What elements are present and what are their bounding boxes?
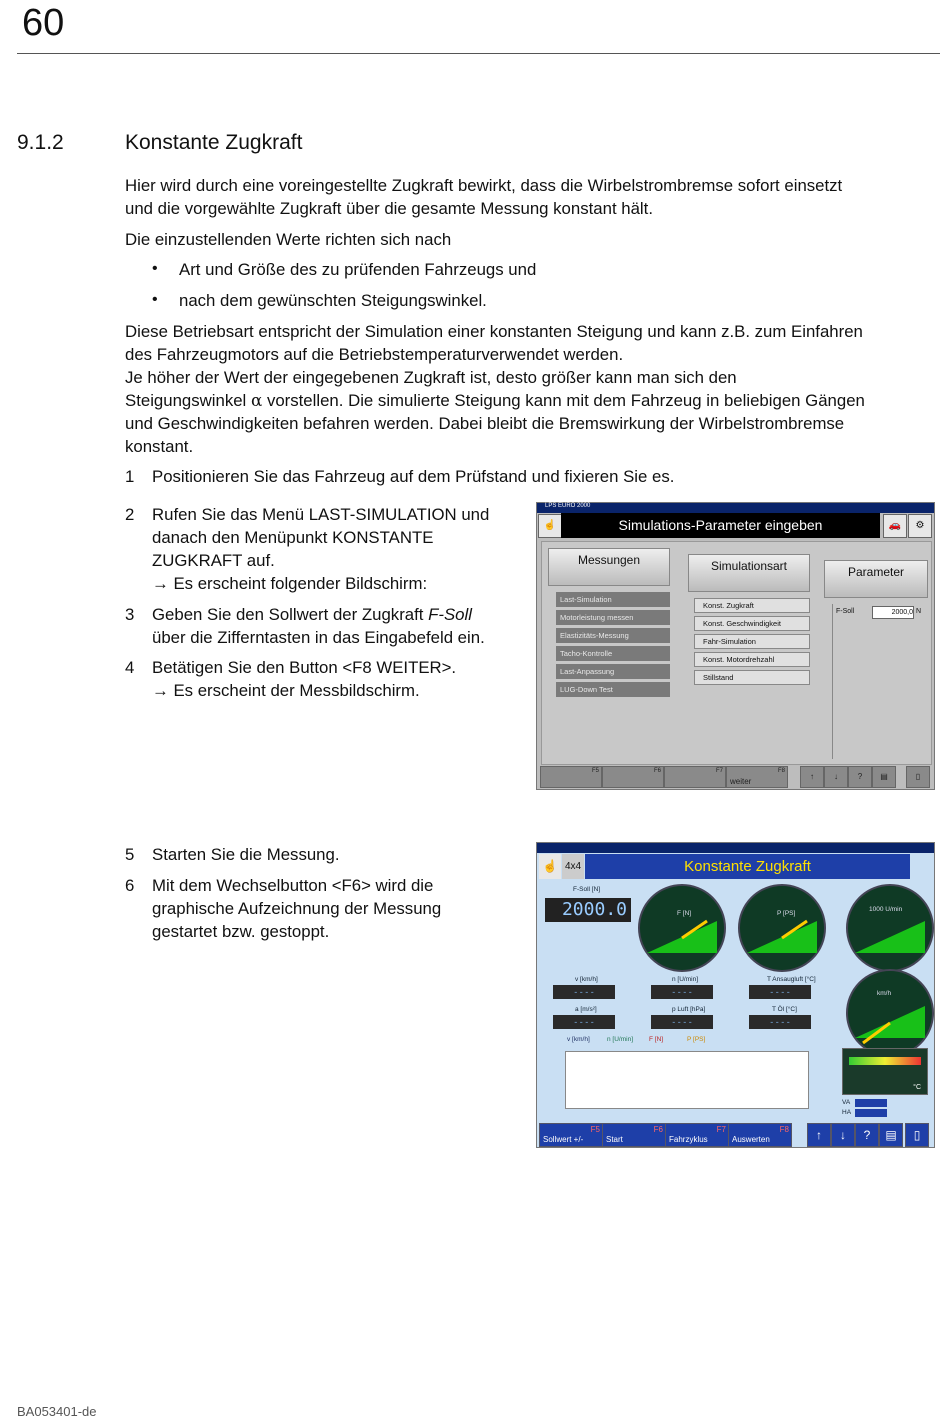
para2-line-2: des Fahrzeugmotors auf die Betriebstemperaturverwendet werden. [125, 345, 624, 364]
step-number: 6 [125, 876, 135, 895]
step-text: über die Zifferntasten in das Eingabefeld ein. [152, 628, 485, 647]
menu-item[interactable]: Motorleistung messen [556, 610, 670, 625]
menu-item[interactable]: LUG-Down Test [556, 682, 670, 697]
screenshot-measurement-screen [536, 842, 935, 1148]
step-text: Positionieren Sie das Fahrzeug auf dem Prüfstand und fixieren Sie es. [152, 467, 675, 486]
fsoll-label: F-Soll [N] [573, 886, 601, 893]
fsoll-display: 2000.0 [545, 898, 631, 922]
temperature-display: °C [842, 1048, 928, 1095]
step-text: Rufen Sie das Menü LAST-SIMULATION und [152, 505, 490, 524]
legend-item: n [U/min] [607, 1036, 634, 1043]
section-number: 9.1.2 [17, 131, 64, 154]
main-panel [541, 541, 932, 765]
va-label: VA [842, 1099, 851, 1106]
ha-label: HA [842, 1109, 852, 1116]
menu-item[interactable]: Tacho-Kontrolle [556, 646, 670, 661]
gauge-label: F [N] [677, 910, 692, 917]
window-titlebar: LPS EURO 2000 [537, 503, 934, 513]
step-text: ZUGKRAFT auf. [152, 551, 275, 570]
step-number: 5 [125, 845, 135, 864]
simulation-item[interactable]: Konst. Zugkraft [694, 598, 810, 613]
para2-line-6: konstant. [125, 437, 194, 456]
mode-badge: 4x4 [562, 854, 584, 879]
speed-gauge [847, 970, 933, 1056]
value-display: - - - - [553, 1015, 615, 1029]
menu-item[interactable]: Last-Simulation [556, 592, 670, 607]
step-text: Geben Sie den Sollwert der Zugkraft F-Soll [152, 605, 472, 624]
print-icon[interactable]: ▤ [879, 1123, 903, 1147]
gauge-label: 1000 U/min [869, 906, 903, 913]
tab-parameter[interactable]: Parameter [824, 560, 928, 598]
section-title: Konstante Zugkraft [125, 131, 303, 154]
start-button[interactable]: Start F6 [602, 1123, 666, 1147]
value-label: p Luft [hPa] [672, 1006, 706, 1013]
divider [832, 604, 833, 759]
rpm-gauge [847, 885, 933, 971]
simulation-item[interactable]: Konst. Motordrehzahl [694, 652, 810, 667]
value-display: - - - - [749, 1015, 811, 1029]
step-number: 1 [125, 467, 135, 486]
values-intro: Die einzustellenden Werte richten sich nach [125, 230, 452, 249]
step-number: 2 [125, 505, 135, 524]
step-text: Starten Sie die Messung. [152, 845, 340, 864]
simulation-item[interactable]: Stillstand [694, 670, 810, 685]
step-text: Mit dem Wechselbutton <F6> wird die [152, 876, 434, 895]
legend-item: F [N] [649, 1036, 664, 1043]
para2-line-5: und Geschwindigkeiten befahren werden. Dabei bleibt die Bremswirkung der Wirbelstrombremse [125, 414, 845, 433]
menu-item[interactable]: Elastizitäts-Messung [556, 628, 670, 643]
param-input[interactable]: 2000,0 [872, 606, 914, 619]
document-code: BA053401-de [17, 1404, 97, 1419]
value-display: - - - - [651, 1015, 713, 1029]
step-text: danach den Menüpunkt KONSTANTE [152, 528, 434, 547]
gauge-label: P [PS] [777, 910, 796, 917]
help-icon[interactable]: ? [855, 1123, 879, 1147]
step-result: → Es erscheint folgender Bildschirm: [152, 574, 428, 593]
value-label: v [km/h] [575, 976, 598, 983]
value-label: a [m/s²] [575, 1006, 597, 1013]
bullet-text-2: nach dem gewünschten Steigungswinkel. [179, 291, 487, 310]
ha-bar [855, 1109, 887, 1117]
step-text: Betätigen Sie den Button <F8 WEITER>. [152, 658, 457, 677]
value-label: T Öl [°C] [772, 1006, 797, 1013]
fkey-f6[interactable]: F6 [602, 766, 664, 788]
hand-icon: ☝ [539, 854, 561, 879]
para2-line-1: Diese Betriebsart entspricht der Simulation einer konstanten Steigung und kann z.B. zum Einfahren [125, 322, 863, 341]
legend-item: P [PS] [687, 1036, 706, 1043]
arrow-down-icon[interactable]: ↓ [824, 766, 848, 788]
graph-area [565, 1051, 809, 1109]
simulation-item[interactable]: Konst. Geschwindigkeit [694, 616, 810, 631]
step-result: → Es erscheint der Messbildschirm. [152, 681, 420, 700]
step-text: gestartet bzw. gestoppt. [152, 922, 330, 941]
tab-messungen[interactable]: Messungen [548, 548, 670, 586]
power-gauge [739, 885, 825, 971]
screen-header: Simulations-Parameter eingeben [561, 513, 880, 538]
hand-icon: ☝ [538, 514, 562, 538]
value-display: - - - - [553, 985, 615, 999]
legend-item: v [km/h] [567, 1036, 590, 1043]
tab-simulationsart[interactable]: Simulationsart [688, 554, 810, 592]
bullet-text-1: Art und Größe des zu prüfenden Fahrzeugs und [179, 260, 537, 279]
param-label: F-Soll [836, 608, 855, 615]
intro-line-1: Hier wird durch eine voreingestellte Zugkraft bewirkt, dass die Wirbelstrombremse sofort einsetzt [125, 176, 843, 195]
exit-icon[interactable]: ▯ [905, 1123, 929, 1147]
car-icon[interactable]: 🚗 [883, 514, 907, 538]
help-icon[interactable]: ? [848, 766, 872, 788]
weiter-button[interactable]: weiter F8 [726, 766, 788, 788]
value-display: - - - - [749, 985, 811, 999]
intro-line-2: und die vorgewählte Zugkraft über die gesamte Messung konstant hält. [125, 199, 653, 218]
sollwert-button[interactable]: Sollwert +/- F5 [539, 1123, 603, 1147]
fahrzyklus-button[interactable]: Fahrzyklus F7 [665, 1123, 729, 1147]
auswerten-button[interactable]: Auswerten F8 [728, 1123, 792, 1147]
fkey-f7[interactable]: F7 [664, 766, 726, 788]
wheel-icon[interactable]: ⚙ [908, 514, 932, 538]
para2-line-4: Steigungswinkel α vorstellen. Die simulierte Steigung kann mit dem Fahrzeug in beliebigen Gängen [125, 390, 865, 410]
param-unit: N [916, 608, 922, 615]
screenshot-simulation-parameters [536, 502, 935, 790]
arrow-up-icon[interactable]: ↑ [807, 1123, 831, 1147]
screen-header: Konstante Zugkraft [585, 854, 910, 879]
para2-line-3: Je höher der Wert der eingegebenen Zugkraft ist, desto größer kann man sich den [125, 368, 737, 387]
arrow-down-icon[interactable]: ↓ [831, 1123, 855, 1147]
value-label: n [U/min] [672, 976, 699, 983]
window-titlebar [537, 843, 934, 853]
fkey-f5[interactable]: F5 [540, 766, 602, 788]
header-rule [17, 53, 940, 54]
step-number: 3 [125, 605, 135, 624]
page-number: 60 [22, 2, 65, 44]
step-text: graphische Aufzeichnung der Messung [152, 899, 442, 918]
va-bar [855, 1099, 887, 1107]
gauge-label: km/h [877, 990, 892, 997]
simulation-item[interactable]: Fahr-Simulation [694, 634, 810, 649]
print-icon[interactable]: ▤ [872, 766, 896, 788]
bullet-marker: • [152, 291, 158, 308]
step-number: 4 [125, 658, 135, 677]
bullet-marker: • [152, 260, 158, 277]
force-gauge [639, 885, 725, 971]
arrow-up-icon[interactable]: ↑ [800, 766, 824, 788]
menu-item[interactable]: Last-Anpassung [556, 664, 670, 679]
value-label: T Ansaugluft [°C] [767, 976, 816, 983]
exit-icon[interactable]: ▯ [906, 766, 930, 788]
value-display: - - - - [651, 985, 713, 999]
